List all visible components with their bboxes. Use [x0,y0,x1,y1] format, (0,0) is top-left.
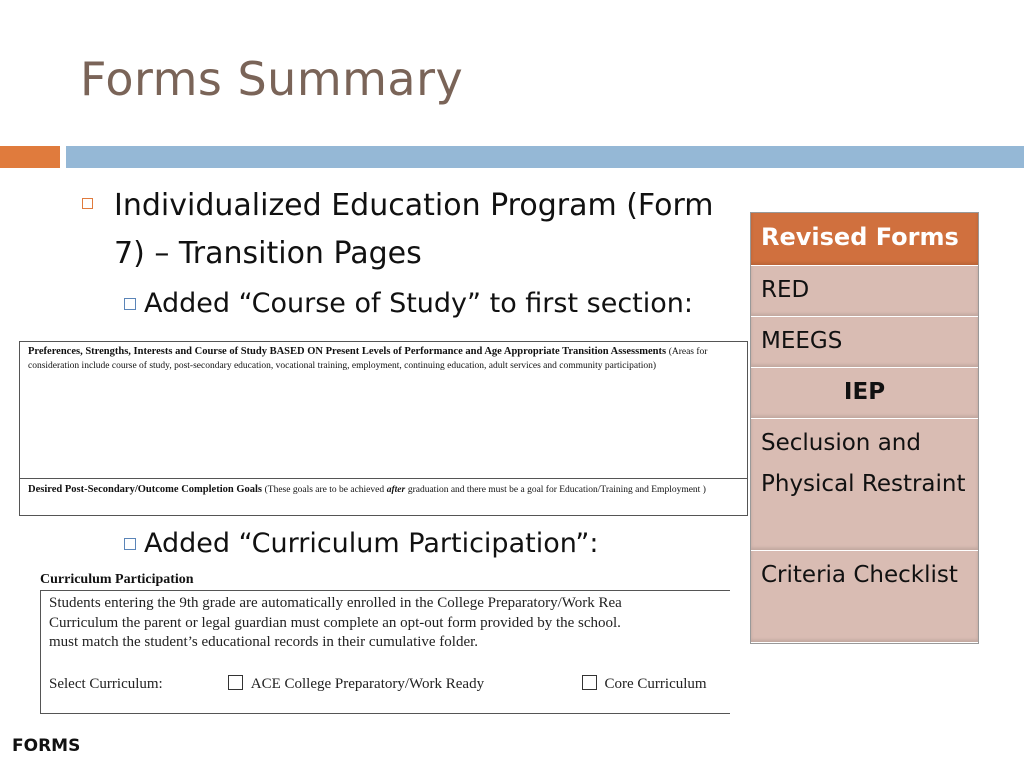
option-label: Core Curriculum [604,676,707,692]
square-bullet-icon [124,298,136,310]
revised-form-iep: IEP [751,368,978,419]
square-bullet-icon [82,198,93,209]
curriculum-form-line: Students entering the 9th grade are automatically enrolled in the College Preparatory/Work Rea [49,595,622,611]
option-label: ACE College Preparatory/Work Ready [250,676,485,692]
form-excerpt-curriculum [40,590,730,714]
form-excerpt-transition [19,341,748,516]
curriculum-form-title: Curriculum Participation [40,572,194,587]
revised-forms-header: Revised Forms [751,213,978,266]
revised-form-meegs: MEEGS [751,317,978,368]
form-section-goals [20,480,747,500]
form-section-note-emphasis: after [386,485,406,495]
select-curriculum-label: Select Curriculum: [49,676,163,692]
form-section-note: (These goals are to be achieved [264,485,385,495]
curriculum-form-line: Curriculum the parent or legal guardian must complete an opt-out form provided by the school. [49,614,621,631]
select-curriculum-row [49,675,730,693]
revised-forms-table [750,212,979,644]
option-core-curriculum [582,676,707,692]
revised-form-seclusion: Seclusion and Physical Restraint [751,419,978,551]
slide-title: Forms Summary [80,52,464,106]
form-section-note: (Areas for consideration include course of study, post-secondary education, vocational training, employment, continuing education, adult services and community participation) [28,347,708,371]
form-section-heading: Preferences, Strengths, Interests and Course of Study BASED ON Present Levels of Performance and Age Appropriate Transition Assessments [28,346,667,357]
option-ace-college-prep [228,675,578,693]
title-accent-bar-blue [66,146,1024,168]
revised-form-red: RED [751,266,978,317]
footer-label: FORMS [12,736,81,756]
curriculum-form-line: must match the student’s educational records in their cumulative folder. [49,634,479,650]
curriculum-form-body [49,594,730,653]
checkbox-icon [582,675,597,690]
sub-bullet-course-of-study [124,288,693,319]
form-section-note: graduation and there must be a goal for Education/Training and Employment ) [407,485,706,495]
checkbox-icon [228,675,243,690]
square-bullet-icon [124,538,136,550]
main-bullet-text: Individualized Education Program (Form 7) – Transition Pages [114,188,714,271]
title-accent-bar-orange [0,146,60,168]
sub-bullet-curriculum-participation [124,528,598,559]
form-section-preferences [20,342,747,479]
sub-bullet-text: Added “Curriculum Participation”: [144,528,599,559]
sub-bullet-text: Added “Course of Study” to first section: [144,288,693,319]
form-section-heading: Desired Post-Secondary/Outcome Completion Goals [28,484,262,495]
revised-form-criteria-checklist: Criteria Checklist [751,551,978,643]
